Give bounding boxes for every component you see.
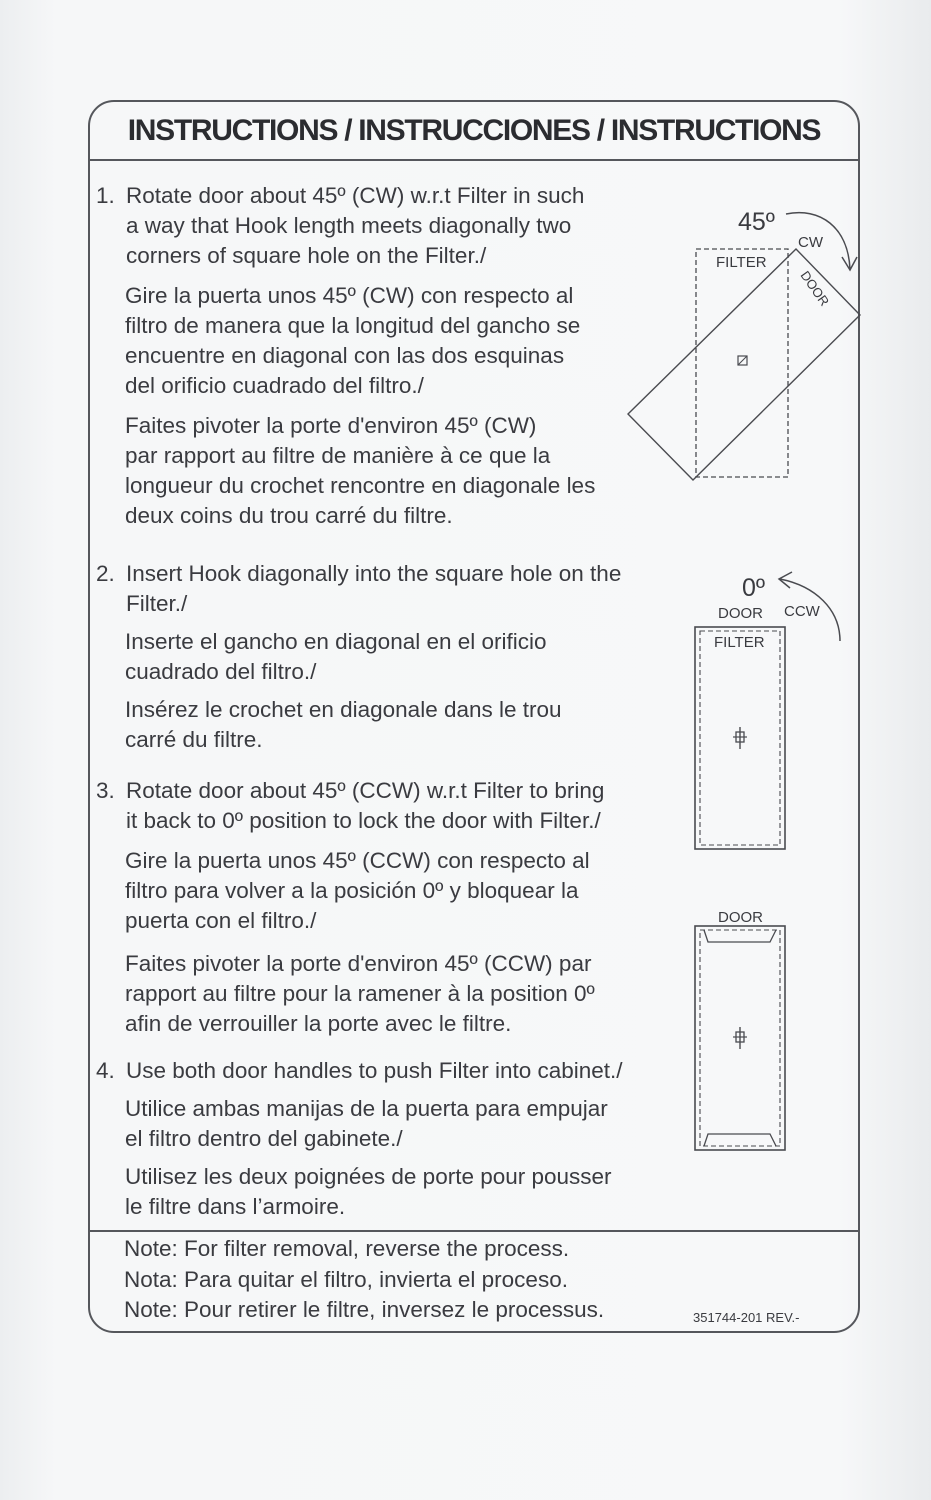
part-number: 351744-201 REV.- [693,1310,800,1325]
diagram-door-label: DOOR [797,268,833,309]
diagram-rotate-ccw [690,564,870,854]
step-3 [90,776,604,1039]
step-text-fr: Faites pivoter la porte d'environ 45º (CW) par rapport au filtre de manière à ce que la longueur du crochet rencontre en diagonale les deux coins du trou carré du filtre. [125,413,596,528]
step-4 [90,1056,623,1222]
hook-icon [733,727,747,749]
step-text-en: Use both door handles to push Filter into cabinet./ [126,1058,623,1083]
step-text-es: Gire la puerta unos 45º (CCW) con respecto al filtro para volver a la posición 0º y bloquear la puerta con el filtro./ [125,848,590,933]
filter-outline [696,249,788,477]
top-handle-icon [704,930,776,942]
step-1 [90,181,595,531]
step-text-en: Rotate door about 45º (CCW) w.r.t Filter to bring it back to 0º position to lock the door with Filter./ [126,778,605,833]
diagram-filter-label: FILTER [716,254,767,271]
step-text-es: Gire la puerta unos 45º (CW) con respecto al filtro de manera que la longitud del gancho se encuentre en diagonal con las dos esquinas del orificio cuadrado del filtro./ [125,283,581,398]
bottom-handle-icon [704,1134,776,1146]
diagram-rotate-cw [610,197,833,497]
note-fr: Note: Pour retirer le filtre, inversez le processus. [124,1297,605,1322]
diagram-door-label: DOOR [718,605,763,622]
diagram-filter-label: FILTER [714,634,765,651]
notes [124,1234,604,1326]
diagram-door-label: DOOR [718,909,763,926]
step-text-en: Rotate door about 45º (CW) w.r.t Filter in such a way that Hook length meets diagonally two corners of square hole on the Filter./ [126,183,585,268]
step-number: 1. [96,183,115,208]
diagram-angle-label: 0º [742,574,766,602]
step-text-fr: Utilisez les deux poignées de porte pour pousser le filtre dans l’armoire. [125,1164,612,1219]
note-es: Nota: Para quitar el filtro, invierta el proceso. [124,1266,568,1292]
step-text-en: Insert Hook diagonally into the square hole on the Filter./ [126,561,622,616]
hook-icon [733,1027,747,1049]
step-number: 3. [96,778,115,803]
step-number: 2. [96,561,115,586]
diagram-angle-label: 45º [738,208,775,236]
step-text-es: Inserte el gancho en diagonal en el orificio cuadrado del filtro./ [125,629,547,684]
page-title: INSTRUCTIONS / INSTRUCCIONES / INSTRUCTIONS [90,102,858,161]
note-en: Note: For filter removal, reverse the process. [124,1236,570,1261]
note-divider [90,1230,858,1232]
step-text-fr: Faites pivoter la porte d'environ 45º (CCW) par rapport au filtre pour la ramener à la position 0º afin de verrouiller la porte avec le filtre. [125,951,595,1036]
instruction-card [88,100,860,1333]
step-text-fr: Insérez le crochet en diagonale dans le trou carré du filtre. [125,697,562,752]
step-2 [90,559,621,755]
diagram-rotation-label: CW [798,234,823,251]
step-number: 4. [96,1058,115,1083]
step-text-es: Utilice ambas manijas de la puerta para empujar el filtro dentro del gabinete./ [125,1096,608,1151]
diagram-rotation-label: CCW [784,603,820,620]
diagram-push-filter [690,906,870,1156]
